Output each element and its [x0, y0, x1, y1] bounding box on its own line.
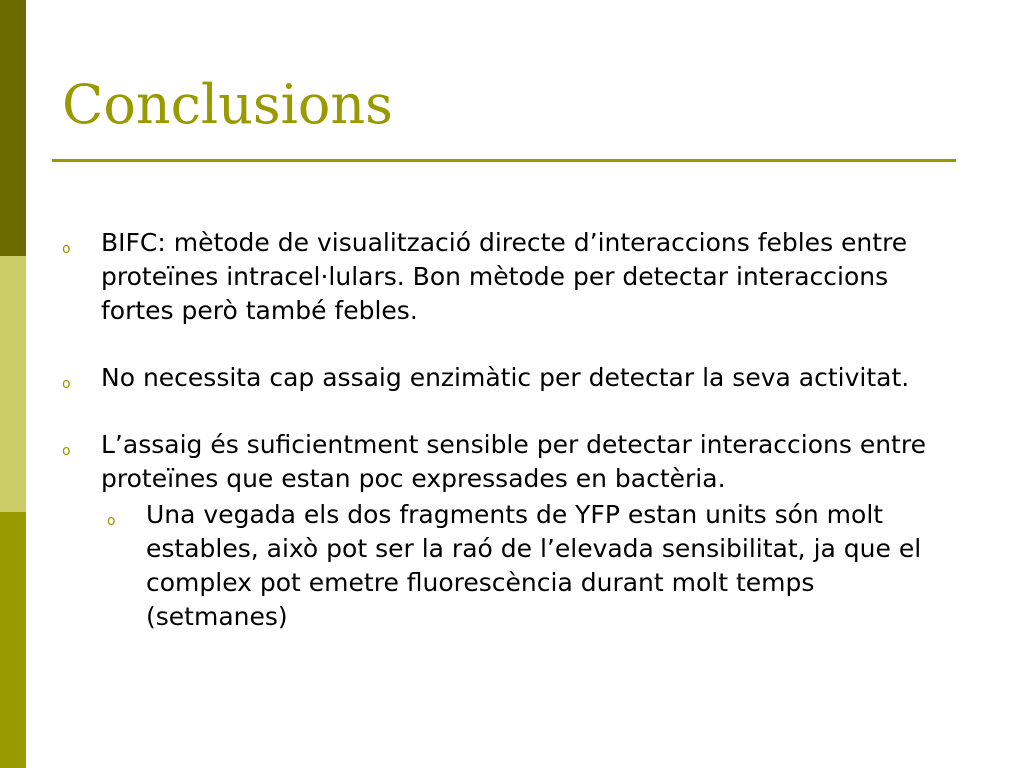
- bullet-list: [62, 226, 962, 634]
- side-bar-top-segment: [0, 0, 26, 256]
- side-bar-middle-segment: [0, 256, 26, 512]
- bullet-text: No necessita cap assaig enzimàtic per detectar la seva activitat.: [101, 363, 910, 392]
- side-bar-bottom-segment: [0, 512, 26, 768]
- bullet-item: [62, 226, 962, 328]
- bullet-marker: o: [107, 513, 116, 529]
- bullet-marker: o: [62, 376, 71, 392]
- bullet-item: [62, 361, 962, 395]
- sub-bullet-text: Una vegada els dos fragments de YFP estan units són molt estables, això pot ser la raó de l’elevada sensibilitat, ja que el complex pot emetre fluorescència durant molt temps (setmanes): [146, 500, 922, 631]
- bullet-text: BIFC: mètode de visualització directe d’interaccions febles entre proteïnes intracel·lulars. Bon mètode per detectar interaccions fortes però també febles.: [101, 228, 908, 325]
- bullet-text: L’assaig és suficientment sensible per detectar interaccions entre proteïnes que estan poc expressades en bactèria.: [101, 430, 926, 493]
- sub-bullet-item: [107, 498, 962, 634]
- title-underline: [52, 159, 956, 162]
- bullet-item: [62, 428, 962, 496]
- slide-title: Conclusions: [62, 73, 393, 136]
- bullet-marker: o: [62, 443, 71, 459]
- side-accent-bar: [0, 0, 26, 768]
- bullet-marker: o: [62, 241, 71, 257]
